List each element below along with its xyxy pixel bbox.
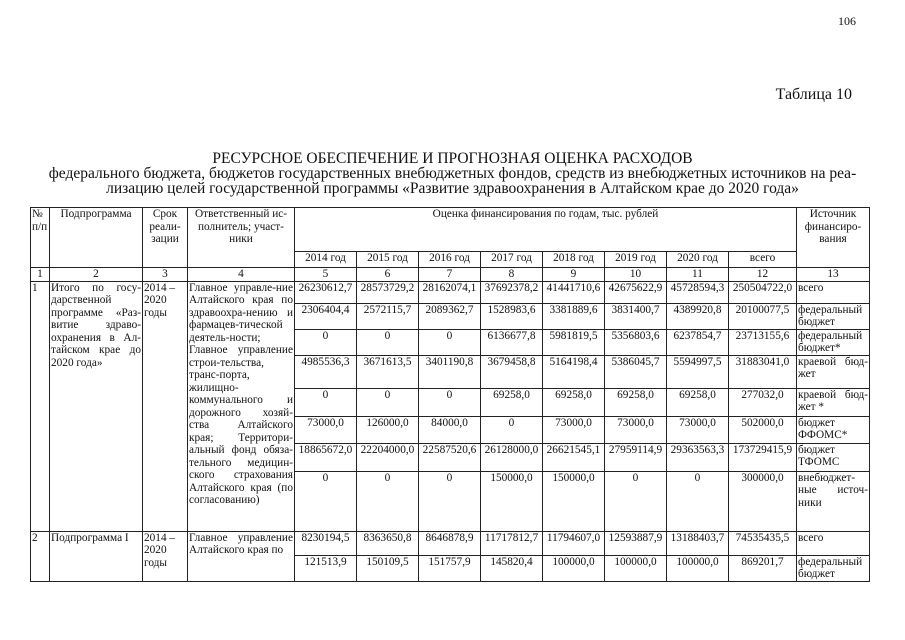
header-responsible: Ответственный ис-полнитель; участ-ники — [188, 208, 295, 268]
header-year: 2015 год — [357, 252, 419, 268]
funding-value: 41441710,6 — [543, 281, 605, 303]
funding-value: 29363563,3 — [667, 443, 729, 471]
funding-value: 0 — [295, 388, 357, 416]
funding-value: 31883041,0 — [729, 355, 797, 388]
header-term: Срок реали-зации — [143, 208, 188, 268]
funding-source: федеральный бюджет — [797, 303, 870, 329]
page-number: 106 — [838, 14, 856, 28]
funding-value: 3381889,6 — [543, 303, 605, 329]
funding-value: 0 — [357, 388, 419, 416]
funding-value: 69258,0 — [667, 388, 729, 416]
header-source: Источник финансиро-вания — [797, 208, 870, 268]
table-label: Таблица 10 — [775, 86, 852, 103]
funding-source: федеральный бюджет* — [797, 329, 870, 355]
funding-value: 0 — [605, 471, 667, 531]
funding-value: 150000,0 — [481, 471, 543, 531]
funding-value: 173729415,9 — [729, 443, 797, 471]
funding-value: 28162074,1 — [419, 281, 481, 303]
funding-value: 121513,9 — [295, 555, 357, 581]
funding-value: 73000,0 — [543, 416, 605, 443]
funding-value: 74535435,5 — [729, 531, 797, 555]
funding-value: 0 — [667, 471, 729, 531]
funding-value: 150109,5 — [357, 555, 419, 581]
funding-value: 0 — [357, 471, 419, 531]
funding-value: 73000,0 — [605, 416, 667, 443]
funding-value: 126000,0 — [357, 416, 419, 443]
funding-value: 5356803,6 — [605, 329, 667, 355]
funding-value: 45728594,3 — [667, 281, 729, 303]
funding-value: 0 — [295, 329, 357, 355]
funding-value: 5164198,4 — [543, 355, 605, 388]
column-number: 9 — [543, 268, 605, 282]
funding-value: 4389920,8 — [667, 303, 729, 329]
funding-value: 28573729,2 — [357, 281, 419, 303]
funding-value: 277032,0 — [729, 388, 797, 416]
funding-value: 6237854,7 — [667, 329, 729, 355]
funding-value: 8363650,8 — [357, 531, 419, 555]
table-row — [31, 531, 870, 555]
funding-value: 13188403,7 — [667, 531, 729, 555]
funding-value: 1528983,6 — [481, 303, 543, 329]
header-subprogram: Подпрограмма — [50, 208, 143, 268]
budget-table — [30, 207, 870, 582]
subprogram-name: Подпрограмма I — [50, 531, 143, 581]
column-number: 1 — [31, 268, 50, 282]
table-row — [31, 281, 870, 303]
funding-value: 27959114,9 — [605, 443, 667, 471]
funding-source: всего — [797, 531, 870, 555]
funding-source: всего — [797, 281, 870, 303]
funding-value: 150000,0 — [543, 471, 605, 531]
funding-value: 3671613,5 — [357, 355, 419, 388]
funding-value: 23713155,6 — [729, 329, 797, 355]
funding-value: 2572115,7 — [357, 303, 419, 329]
funding-value: 26621545,1 — [543, 443, 605, 471]
header-num: № п/п — [31, 208, 50, 268]
funding-value: 0 — [481, 416, 543, 443]
funding-value: 100000,0 — [543, 555, 605, 581]
header-year: 2017 год — [481, 252, 543, 268]
funding-source: краевой бюд-жет — [797, 355, 870, 388]
funding-value: 0 — [419, 388, 481, 416]
funding-value: 5981819,5 — [543, 329, 605, 355]
column-number: 8 — [481, 268, 543, 282]
column-number: 12 — [729, 268, 797, 282]
header-year: 2020 год — [667, 252, 729, 268]
implementation-term: 2014 – 2020 годы — [143, 281, 188, 531]
funding-value: 0 — [419, 471, 481, 531]
funding-value: 20100077,5 — [729, 303, 797, 329]
row-number: 1 — [31, 281, 50, 531]
funding-value: 26230612,7 — [295, 281, 357, 303]
header-year: всего — [729, 252, 797, 268]
funding-source: внебюджет-ные источ-ники — [797, 471, 870, 531]
funding-source: федеральный бюджет — [797, 555, 870, 581]
funding-value: 100000,0 — [667, 555, 729, 581]
funding-value: 502000,0 — [729, 416, 797, 443]
funding-value: 6136677,8 — [481, 329, 543, 355]
funding-value: 100000,0 — [605, 555, 667, 581]
funding-value: 73000,0 — [667, 416, 729, 443]
funding-value: 8230194,5 — [295, 531, 357, 555]
header-year: 2014 год — [295, 252, 357, 268]
funding-value: 69258,0 — [543, 388, 605, 416]
funding-value: 73000,0 — [295, 416, 357, 443]
header-year: 2016 год — [419, 252, 481, 268]
funding-value: 42675622,9 — [605, 281, 667, 303]
column-number: 5 — [295, 268, 357, 282]
funding-value: 300000,0 — [729, 471, 797, 531]
funding-source: краевой бюд-жет * — [797, 388, 870, 416]
funding-value: 4985536,3 — [295, 355, 357, 388]
funding-value: 26128000,0 — [481, 443, 543, 471]
funding-value: 3401190,8 — [419, 355, 481, 388]
column-number: 3 — [143, 268, 188, 282]
funding-value: 250504722,0 — [729, 281, 797, 303]
funding-value: 11717812,7 — [481, 531, 543, 555]
funding-value: 69258,0 — [481, 388, 543, 416]
column-number: 11 — [667, 268, 729, 282]
funding-value: 5594997,5 — [667, 355, 729, 388]
funding-value: 5386045,7 — [605, 355, 667, 388]
title-line-1: РЕСУРСНОЕ ОБЕСПЕЧЕНИЕ И ПРОГНОЗНАЯ ОЦЕНКА РАСХОДОВ — [212, 150, 693, 167]
funding-source: бюджет ТФОМС — [797, 443, 870, 471]
funding-value: 145820,4 — [481, 555, 543, 581]
funding-value: 69258,0 — [605, 388, 667, 416]
column-number: 7 — [419, 268, 481, 282]
funding-value: 2089362,7 — [419, 303, 481, 329]
title-line-2: федерального бюджета, бюджетов государственных внебюджетных фондов, средств из внебюджетных источников на реа- — [48, 165, 857, 182]
funding-value: 8646878,9 — [419, 531, 481, 555]
column-number: 10 — [605, 268, 667, 282]
title-line-3: лизацию целей государственной программы «Развитие здравоохранения в Алтайском крае до 2020 года» — [106, 180, 799, 197]
funding-value: 37692378,2 — [481, 281, 543, 303]
funding-value: 18865672,0 — [295, 443, 357, 471]
funding-value: 0 — [357, 329, 419, 355]
funding-value: 22587520,6 — [419, 443, 481, 471]
funding-value: 0 — [295, 471, 357, 531]
implementation-term: 2014 – 2020 годы — [143, 531, 188, 581]
funding-value: 12593887,9 — [605, 531, 667, 555]
column-number: 2 — [50, 268, 143, 282]
funding-value: 22204000,0 — [357, 443, 419, 471]
document-title — [0, 151, 905, 196]
responsible-executor: Главное управле-ние Алтайского края по здравоохра-нению и фармацев-тической деятель-ности; Главное управление строи-тельства, транс-порта, жилищно-коммунального и дорожного хозяй-ства Алтайского края; Территори-альный фонд обяза-тельного медицин-ского страхования Алтайского края (по согласованию) — [188, 281, 295, 531]
funding-source: бюджет ФФОМС* — [797, 416, 870, 443]
funding-value: 151757,9 — [419, 555, 481, 581]
funding-value: 3679458,8 — [481, 355, 543, 388]
column-number: 4 — [188, 268, 295, 282]
column-number: 6 — [357, 268, 419, 282]
funding-value: 3831400,7 — [605, 303, 667, 329]
header-year: 2019 год — [605, 252, 667, 268]
column-number: 13 — [797, 268, 870, 282]
funding-value: 2306404,4 — [295, 303, 357, 329]
funding-value: 869201,7 — [729, 555, 797, 581]
header-funding: Оценка финансирования по годам, тыс. рублей — [295, 208, 797, 252]
funding-value: 0 — [419, 329, 481, 355]
funding-value: 84000,0 — [419, 416, 481, 443]
row-number: 2 — [31, 531, 50, 581]
subprogram-name: Итого по госу-дарственной программе «Раз-витие здраво-охранения в Ал-тайском крае до 2020 года» — [50, 281, 143, 531]
responsible-executor: Главное управление Алтайского края по — [188, 531, 295, 581]
header-year: 2018 год — [543, 252, 605, 268]
funding-value: 11794607,0 — [543, 531, 605, 555]
